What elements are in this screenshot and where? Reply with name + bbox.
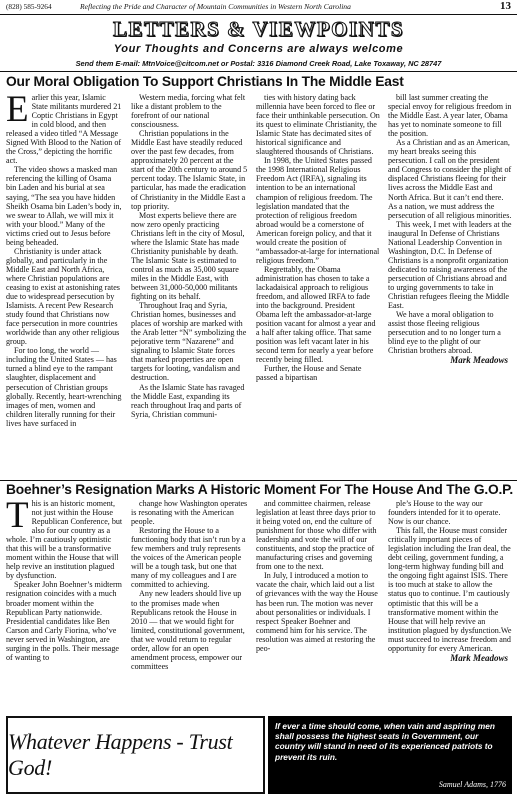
quote-text: If ever a time should come, when vain and aspiring men shall possess the highest seats in Government, our country will stand in need of its experienced patriots to prevent its ruin. [275, 721, 495, 762]
author-signature: Mark Meadows [450, 355, 508, 366]
paragraph: Christianity is under attack globally, and particularly in the Middle East and North Africa, where Christian populations are ceasing to exist at astonishing rates due to widespread persecution by Islamists. A recent Pew Research study found that Christians now face persecution in more countries worldwide than any other religious group. [6, 246, 120, 347]
author-signature: Mark Meadows [450, 652, 508, 663]
article-divider [0, 480, 517, 481]
quote-attribution: Samuel Adams, 1776 [438, 779, 506, 789]
paragraph: bill last summer creating the special envoy for religious freedom in the Middle East. A year later, Obama has yet to nominate someone to fill the position. [388, 93, 512, 139]
paragraph: This week, I met with leaders at the inaugural In Defense of Christians National Leadership Convention in Washington, D.C. In Defense of Christians is a nonprofit organization dedicated to raising awareness of the persecution of Christians abroad and to urging governments to take in Christian refugees fleeing the Middle East. [388, 219, 512, 311]
paragraph: As the Islamic State has ravaged the Middle East, expanding its reach throughout Iraq and parts of Syria, Christian communi- [131, 382, 245, 419]
paragraph: Most experts believe there are now zero openly practicing Christians left in the city of Mosul, where the Islamic State has made Christianity punishable by death. The Islamic State is estimated to control as much as 35,000 square miles in the Middle East, with between 31,000-50,000 militants fighting on its behalf. [131, 210, 245, 302]
page-number: 13 [500, 0, 511, 12]
paragraph: Regrettably, the Obama administration has chosen to take a lackadaisical approach to religious freedom, and allowed IRFA to fade into the background. President Obama left the ambassador-at-large position vacant for almost a year and a half after taking office. That same position was left vacant later in his second term for nearly a year before recently being filled. [256, 264, 376, 365]
patriot-quote-box [268, 716, 512, 794]
article2-column-2 [131, 499, 248, 713]
masthead-tagline: Reflecting the Pride and Character of Mountain Communities in Western North Carolina [80, 2, 351, 11]
paragraph: Throughout Iraq and Syria, Christian homes, businesses and places of worship are marked with the Arab letter “N” symbolizing the pejorative term “Nazarene” and signaling to Islamic State forces that marked properties are open targets for looting, vandalism and destruction. [131, 301, 247, 383]
paragraph: Christian populations in the Middle East have steadily reduced over the past few decades, from approximately 20 percent at the start of the 20th century to around 5 percent today. The Islamic State, in particular, has made the eradication of Christianity in the Middle East a top priority. [131, 129, 248, 211]
trust-god-banner: Whatever Happens - Trust God! [6, 716, 265, 794]
paragraph: Further, the House and Senate passed a bipartisan [256, 364, 362, 383]
paragraph: Western media, forcing what felt like a distant problem to the forefront of our national consciousness. [131, 93, 246, 130]
article1-column-1 [6, 93, 123, 481]
paragraph: ple’s House to the way our founders intended for it to operate. Now is our chance. [388, 499, 501, 527]
paragraph: This fall, the House must consider critically important pieces of legislation including the Iran deal, the debt ceiling, government funding, a long-term highway funding bill and the ongoing fight against ISIS. There is too much at stake to allow the status quo to continue. I’m cautiously optimistic that this will be a transformative moment within the House that will help revive an institution plagued by dysfunction.We must succeed to increase freedom and opportunity for every American. [388, 526, 512, 653]
paragraph: change how Washington operates is resonating with the American people. [131, 499, 248, 527]
article2-dropcap: T [6, 499, 29, 536]
paragraph: Any new leaders should live up to the promises made when Republicans retook the House in 2010 — that we would fight for limited, constitutional government, that we would return to regular order, allow for an open amendment process, empower our committees [131, 589, 245, 671]
page-header-bar [0, 0, 517, 15]
section-title: LETTERS & VIEWPOINTS [112, 17, 405, 41]
article1-column-2 [131, 93, 248, 481]
section-subtitle: Your Thoughts and Concerns are always welcome [113, 43, 404, 55]
phone-number: (828) 585-9264 [6, 2, 52, 11]
paragraph: and committee chairmen, release legislation at least three days prior to it being voted on, end the culture of punishment for those who differ with leadership and vote the will of our constituents, and stop the practice of manufacturing crises and governing from one to the next. [256, 499, 377, 572]
article2-headline: Boehner’s Resignation Marks A Historic Moment For The House And The G.O.P. [6, 482, 514, 497]
article1-dropcap: E [6, 93, 29, 130]
paragraph: We have a moral obligation to assist those fleeing religious persecution and to no longer turn a blind eye to the plight of our Christian brothers abroad. [388, 310, 501, 356]
paragraph: ties with history dating back millennia have been forced to flee or face their unthinkable persecution. On its quest to eliminate Christianity, the Islamic State has decimated sites of historical significance and slaughtered thousands of Christians. [256, 93, 380, 157]
paragraph: his is an historic moment, not just within the House Republican Conference, but also for our country as a whole. I’m cautiously optimistic that this will be a transformative moment within the House that will help revive an institution plagued by dysfunction. [6, 499, 123, 581]
paragraph: As a Christian and as an American, my heart breaks seeing this persecution. I call on the president and Congress to consider the plight of displaced Christians fleeing for their lives across the Middle East and North Africa. But it can’t end there. As a nation, we must address the persecution of all religious minorities. [388, 138, 512, 220]
article1-column-3 [256, 93, 380, 481]
article1-column-4 [388, 93, 512, 481]
paragraph: Restoring the House to a functioning body that isn’t run by a few members and truly represents the voices of the American people will be a tough task, but one that many of my colleagues and I are committed to achieving. [131, 526, 246, 590]
article1-headline: Our Moral Obligation To Support Christians In The Middle East [6, 74, 404, 89]
paragraph: Speaker John Boehner’s midterm resignation coincides with a much broader moment within the Republican Party nationwide. Presidential candidates like Ben Carson and Carly Fiorina, who’ve never served in Washington, are surging in the polls. Their message of wanting to [6, 580, 122, 662]
article2-column-4 [388, 499, 512, 713]
paragraph: In July, I introduced a motion to vacate the chair, which laid out a list of grievances with the way the House has been run. The motion was never about personalities or individuals. I respect Speaker Boehner and commend him for his service. The resolution was aimed at restoring the peo- [256, 571, 378, 653]
article2-column-1 [6, 499, 123, 713]
submission-info: Send them E-mail: MtnVoice@citcom.net or Postal: 3316 Diamond Creek Road, Lake Toxaway, NC 28747 [0, 59, 517, 72]
paragraph: The video shows a masked man referencing the killing of Osama bin Laden and his burial at sea saying, “The sea you have hidden Sheikh Osama bin Laden’s body in, we swear to Allah, we will mix it with your blood.” Many of the victims cried out to Jesus before being beheaded. [6, 165, 122, 247]
paragraph: In 1998, the United States passed the 1998 International Religious Freedom Act (IRFA), signaling its intention to be an international champion of religious freedom. The legislation mandated that the protection of religious freedom abroad would be a cornerstone of American foreign policy, and that it would create the position of “ambassador-at-large for international religious freedom.” [256, 156, 380, 265]
article2-column-3 [256, 499, 380, 713]
paragraph: For too long, the world — including the United States — has turned a blind eye to the rampant slaughter, displacement and persecution of Christian groups globally. Recently, heart-wrenching images of men, women and children literally running for their lives have surfaced in [6, 346, 122, 428]
paragraph: arlier this year, Islamic State militants murdered 21 Coptic Christians in Egypt in cold blood, and then released a video titled “A Message Signed With Blood to the Nation of the Cross,” depicting the horrific act. [6, 93, 122, 166]
